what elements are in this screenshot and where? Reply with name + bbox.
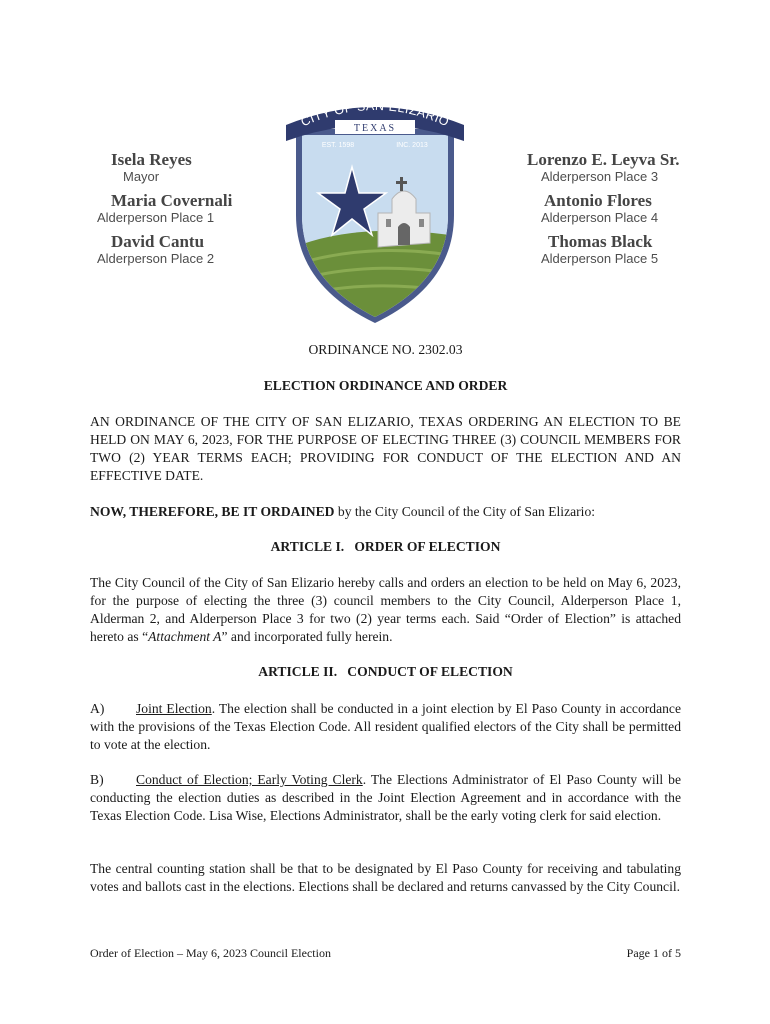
- official-name: Antonio Flores: [544, 191, 652, 210]
- official-name: Lorenzo E. Leyva Sr.: [527, 150, 680, 169]
- attachment-reference: Attachment A: [148, 629, 222, 644]
- official-place-2: [97, 232, 232, 266]
- official-place-4: [527, 191, 680, 225]
- page-footer: [90, 946, 681, 961]
- officials-right: [527, 150, 680, 273]
- page-number: Page 1 of 5: [626, 946, 681, 960]
- section-b: [90, 771, 681, 825]
- ordained-bold-text: NOW, THEREFORE, BE IT ORDAINED: [90, 504, 335, 519]
- section-a-title: Joint Election: [136, 701, 212, 716]
- footer-title: Order of Election – May 6, 2023 Council Election: [90, 946, 331, 960]
- ordinance-heading: ELECTION ORDINANCE AND ORDER: [263, 378, 508, 393]
- official-place-3: [527, 150, 680, 184]
- officials-left: [97, 150, 232, 273]
- section-a-text: . The election shall be conducted in a joint election by El Paso County in accordance with the provisions of the Texas Election Code. All resident qualified electors of the City shall be permitted to vote at the election.: [90, 701, 681, 752]
- official-name: Isela Reyes: [111, 150, 192, 169]
- official-mayor: [97, 150, 232, 184]
- seal-inc-text: INC. 2013: [396, 142, 428, 149]
- mission-door-shape: [398, 223, 410, 245]
- ordained-rest-text: by the City Council of the City of San Elizario:: [334, 504, 596, 519]
- official-title: Alderperson Place 3: [541, 169, 659, 184]
- section-b-title: Conduct of Election; Early Voting Clerk: [136, 772, 363, 787]
- seal-est-text: EST. 1598: [321, 142, 355, 149]
- seal-state-text: TEXAS: [353, 123, 397, 134]
- official-name: Thomas Black: [548, 232, 653, 251]
- section-b-label: B): [90, 772, 104, 787]
- official-title: Alderperson Place 4: [541, 210, 659, 225]
- section-b-text: . The Elections Administrator of El Paso County will be conducting the election duties as described in the Joint Election Agreement and in accordance with the Texas Election Code. Lisa Wise, Elections Administrator, shall be the early voting clerk for said election.: [90, 772, 681, 823]
- article-1-heading: ARTICLE I. ORDER OF ELECTION: [270, 539, 501, 554]
- article-2-heading: ARTICLE II. CONDUCT OF ELECTION: [258, 664, 513, 679]
- ordinance-number: ORDINANCE NO. 2302.03: [308, 342, 463, 357]
- ordinance-preamble: AN ORDINANCE OF THE CITY OF SAN ELIZARIO, TEXAS ORDERING AN ELECTION TO BE HELD ON MAY 6, 2023, FOR THE PURPOSE OF ELECTING THREE (3) COUNCIL MEMBERS FOR TWO (2) YEAR TERMS EACH; PROVIDING FOR CONDUCT OF THE ELECTION AND AN EFFECTIVE DATE.: [90, 414, 681, 483]
- article-1-text: The City Council of the City of San Elizario hereby calls and orders an election to be held on May 6, 2023, for the purpose of electing the three (3) council members to the City Council, Alderperson Place 1, Alderman 2, and Alderperson Place 3 for two (2) year terms each. Said “Order of Election” is attached hereto as “Attachment A” and incorporated fully herein.: [90, 575, 681, 644]
- official-name: Maria Covernali: [111, 191, 233, 210]
- ordained-clause: [90, 503, 681, 521]
- central-counting-paragraph: The central counting station shall be that to be designated by El Paso County for receiving and tabulating votes and ballots cast in the elections. Elections shall be declared and returns canvassed by the City Council.: [90, 861, 681, 894]
- seal-banner-text: CITY OF SAN ELIZARIO: [298, 98, 452, 130]
- section-a-label: A): [90, 701, 105, 716]
- official-place-5: [527, 232, 680, 266]
- official-title: Mayor: [123, 169, 160, 184]
- official-title: Alderperson Place 1: [97, 210, 215, 225]
- official-name: David Cantu: [111, 232, 205, 251]
- city-seal-logo: [280, 95, 470, 325]
- official-title: Alderperson Place 5: [541, 251, 659, 266]
- official-title: Alderperson Place 2: [97, 251, 215, 266]
- official-place-1: [97, 191, 232, 225]
- section-a: [90, 700, 681, 754]
